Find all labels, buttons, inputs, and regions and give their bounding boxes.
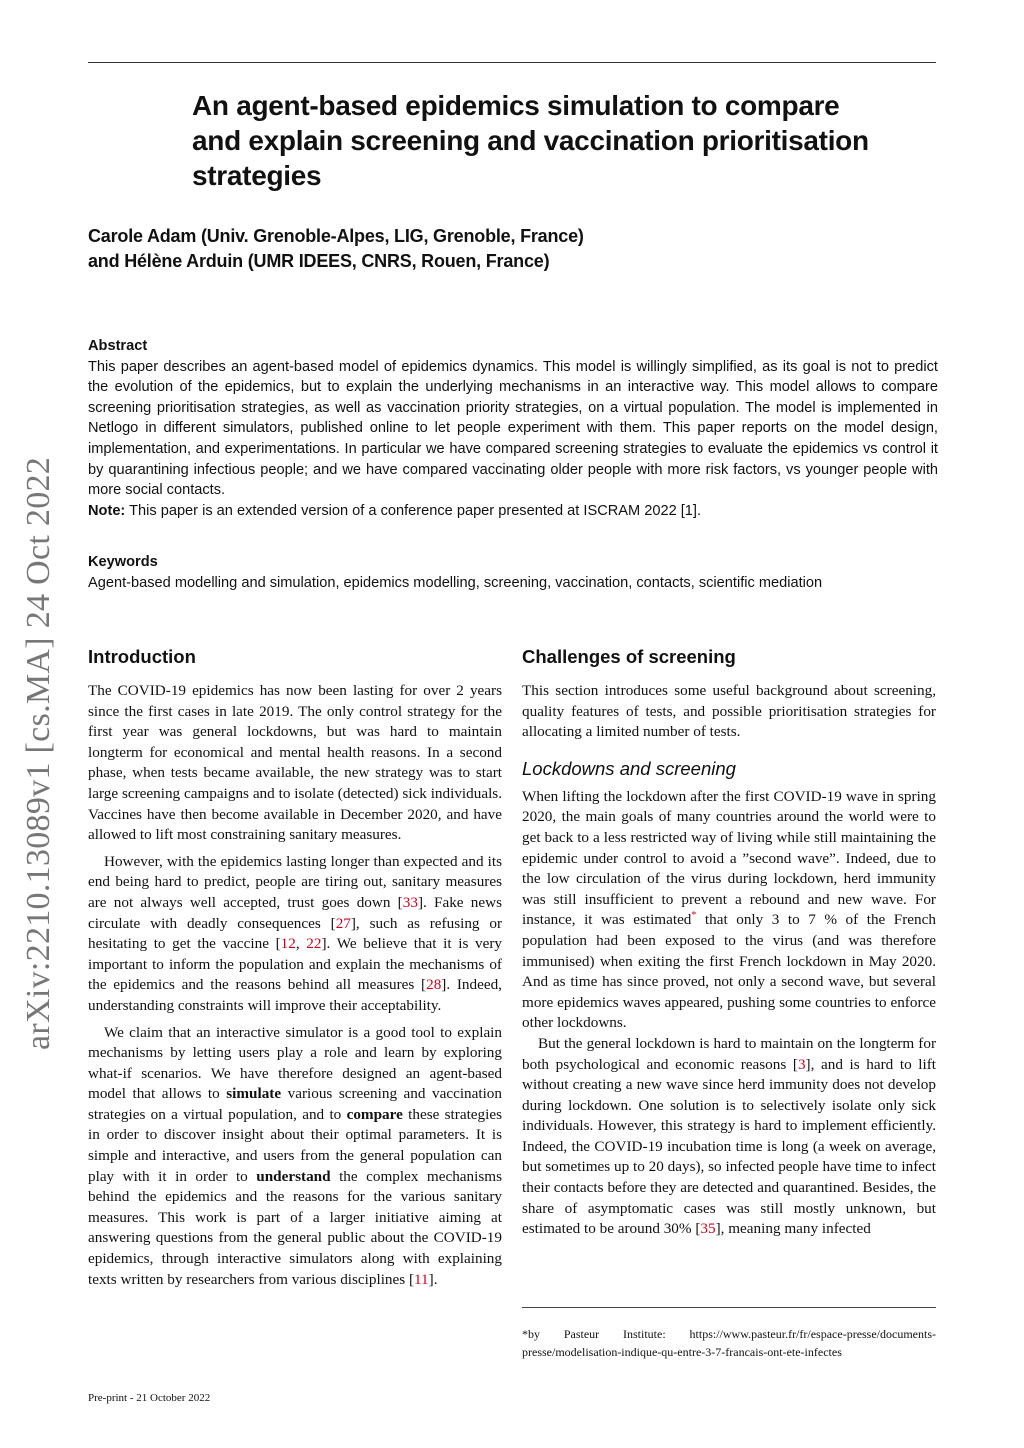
text-run: ], such as refusing or hesitating to get the vaccine [ (88, 914, 503, 953)
arxiv-side-stamp: arXiv:2210.13089v1 [cs.MA] 24 Oct 2022 (20, 456, 57, 1050)
citation-link[interactable]: 22 (306, 935, 322, 953)
abstract-note (88, 501, 938, 522)
citation-link[interactable]: 35 (700, 1220, 716, 1238)
abstract-text: This paper describes an agent-based model of epidemics dynamics. This model is willingly simplified, as its goal is not to predict the evolution of the epidemics, but to explain the underlying mechanisms in an interactive way. This model allows to compare screening prioritisation strategies, as well as vaccination priority strategies, on a virtual population. The model is implemented in Netlogo in different simulators, published online to let people experiment with them. This paper reports on the model design, implementation, and experimentations. In particular we have compared screening strategies to evaluate the epidemics vs control it by quarantining infectious people; and we have compared vaccinating older people with more risk factors, vs younger people with more social contacts. (88, 358, 938, 499)
citation-link[interactable]: 33 (402, 893, 418, 911)
lockdowns-paragraph-1 (522, 787, 936, 1034)
abstract (88, 336, 938, 521)
text-run: ]. We believe that it is very important to inform the population and explain the mechanisms of the epidemics and the reasons behind all measures [ (88, 935, 502, 994)
note-label: Note: (88, 502, 126, 519)
page-footer: Pre-print - 21 October 2022 (88, 1392, 211, 1404)
emphasis-understand: understand (256, 1167, 331, 1185)
paper-title: An agent-based epidemics simulation to compare and explain screening and vaccination prioritisation strategies (192, 90, 869, 191)
intro-paragraph-1: The COVID-19 epidemics has now been lasting for over 2 years since the first cases in late 2019. The only control strategy for the first year was general lockdowns, but was hard to maintain longterm for economical and mental health reasons. In a second phase, when tests became available, the new strategy was to start large screening campaigns and to isolate (detected) sick individuals. Vaccines have then become available in December 2020, and have allowed to lift most constraining sanitary measures. (88, 682, 502, 844)
footnote-marker[interactable]: * (691, 910, 697, 922)
keywords-text: Agent-based modelling and simulation, epidemics modelling, screening, vaccination, contacts, scientific mediation (88, 574, 823, 591)
text-run: ], and is hard to lift without creating a new wave since herd immunity does not develop during lockdown. One solution is to selectively isolate only sick individuals. However, this strategy is hard to implement efficiently. Indeed, the COVID-19 incubation time is long (a week on average, but sometimes up to 20 days), so infected people have time to infect their contacts before they are detected and quarantined. Besides, the share of asymptomatic cases was still mostly unknown, but estimated to be around 30% [ (522, 1055, 936, 1238)
emphasis-simulate: simulate (226, 1085, 282, 1103)
text-run: ]. Fake news circulate with deadly consequences [ (88, 893, 503, 932)
text-run: ]. Indeed, understanding constraints will improve their acceptability. (88, 976, 502, 1014)
keywords-label: Keywords (88, 554, 158, 570)
header-rule (88, 62, 936, 63)
text-run: But the general lockdown is hard to maintain on the longterm for both psychological and economic reasons [ (522, 1034, 936, 1073)
citation-link[interactable]: 11 (414, 1270, 429, 1288)
text-run: various screening and vaccination strategies on a virtual population, and to (88, 1085, 502, 1123)
note-text: This paper is an extended version of a conference paper presented at ISCRAM 2022 [1]. (125, 502, 702, 519)
intro-paragraph-3 (88, 1023, 502, 1291)
citation-link[interactable]: 3 (797, 1055, 806, 1073)
text-run: ]. (428, 1270, 438, 1288)
left-column (88, 645, 502, 1290)
emphasis-compare: compare (346, 1105, 403, 1123)
text-run: these strategies in order to discover insight about their optimal parameters. It is simple and interactive, and users from the general population can play with it in order to (88, 1105, 503, 1185)
text-run: However, with the epidemics lasting longer than expected and its end being hard to predict, people are tiring out, sanitary measures are not always well accepted, trust goes down [ (88, 852, 502, 911)
text-run: We claim that an interactive simulator is a good tool to explain mechanisms by letting users play a role and learn by exploring what-if scenarios. We have therefore designed an agent-based model that allows to (88, 1023, 502, 1103)
footnote-rule (522, 1307, 936, 1308)
text-run: When lifting the lockdown after the first COVID-19 wave in spring 2020, the main goals of many countries around the world were to get back to a less restricted way of living while still maintaining the epidemic under control to avoid a ”second wave”. Indeed, due to the low circulation of the virus during lockdown, herd immunity was still insufficient to prevent a rebound and new wave. For instance, it was estimated (522, 787, 936, 929)
challenges-intro: This section introduces some useful background about screening, quality features of tests, and possible prioritisation strategies for allocating a limited number of tests. (522, 682, 936, 741)
author-line-1: Carole Adam (Univ. Grenoble-Alpes, LIG, Grenoble, France) (88, 226, 584, 246)
lockdowns-paragraph-2 (522, 1034, 936, 1240)
text-run: , (295, 935, 307, 953)
author-line-2: and Hélène Arduin (UMR IDEES, CNRS, Rouen, France) (88, 251, 550, 271)
challenges-heading: Challenges of screening (522, 646, 736, 667)
text-run: that only 3 to 7 % of the French population had been exposed to the virus (and was therefore immunised) when exiting the first French lockdown in May 2020. And as time has since proved, not only a second wave, but several more epidemics waves appeared, pushing some countries to enforce other lockdowns. (522, 911, 936, 1032)
introduction-heading: Introduction (88, 646, 196, 667)
keywords (88, 552, 938, 593)
right-column (522, 645, 936, 1240)
citation-link[interactable]: 28 (426, 976, 442, 994)
citation-link[interactable]: 27 (335, 914, 351, 932)
text-run: the complex mechanisms behind the epidemics and the reasons for the various sanitary measures. This work is part of a larger initiative aiming at answering questions from the general public about the COVID-19 epidemics, through interactive simulators along with explaining texts written by researchers from various disciplines [ (88, 1167, 502, 1288)
abstract-label: Abstract (88, 338, 148, 354)
citation-link[interactable]: 12 (280, 935, 296, 953)
intro-paragraph-2 (88, 852, 502, 1017)
text-run: ], meaning many infected (715, 1220, 871, 1238)
lockdowns-subheading: Lockdowns and screening (522, 757, 736, 779)
footnote: *by Pasteur Institute: https://www.pasteur.fr/fr/espace-presse/documents-presse/modelisation-indique-qu-entre-3-7-francais-ont-ete-infectes (522, 1327, 936, 1359)
authors (88, 224, 584, 274)
